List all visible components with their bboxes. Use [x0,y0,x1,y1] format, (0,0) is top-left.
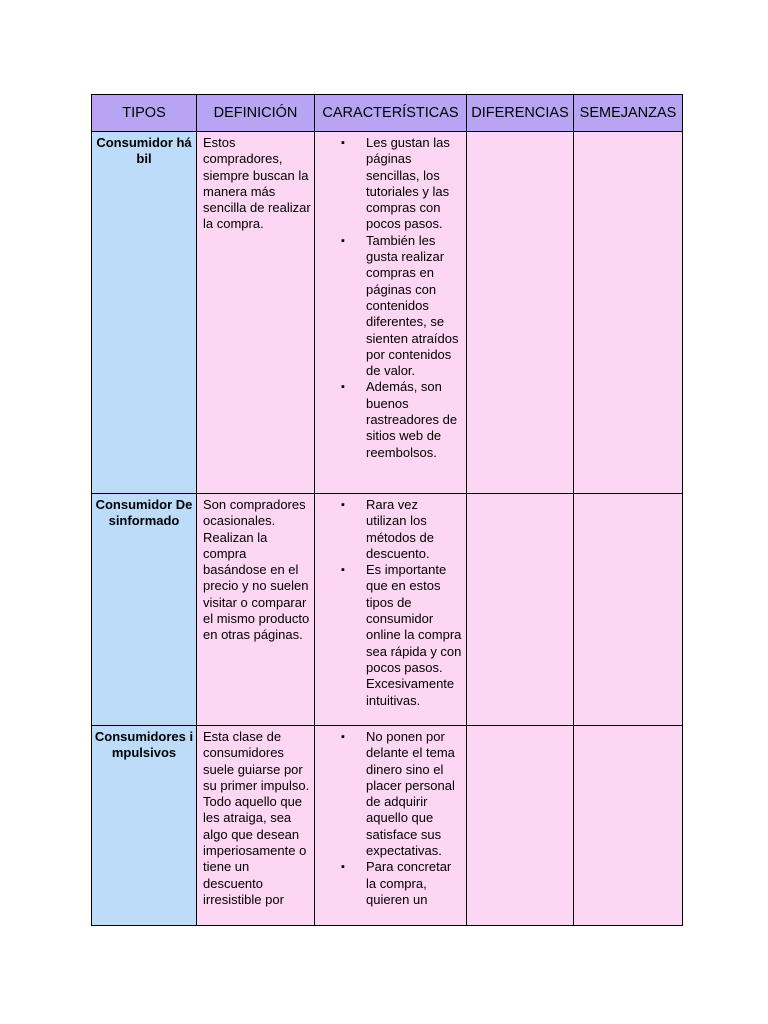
definition-cell: Estos compradores, siempre buscan la manera más sencilla de realizar la compra. [197,132,315,494]
differences-cell [467,494,574,726]
similarities-cell [574,494,683,726]
list-item: ▪ Les gustan las páginas sencillas, los tutoriales y las compras con pocos pasos. [315,135,462,233]
characteristics-cell [315,132,467,494]
list-item: ▪ Rara vez utilizan los métodos de descuento. [315,497,462,562]
characteristics-list [315,497,462,709]
type-cell: Consumidor hábil [92,132,197,494]
similarities-cell [574,132,683,494]
definition-text: Esta clase de consumidores suele guiarse por su primer impulso. Todo aquello que les atraiga, sea algo que desean imperiosamente o tiene un descuento irresistible por [203,729,310,907]
characteristics-list [315,135,462,461]
differences-cell [467,726,574,926]
characteristics-cell [315,726,467,926]
header-definicion: DEFINICIÓN [197,95,315,132]
list-item: ▪ También les gusta realizar compras en páginas con contenidos diferentes, se sienten atraídos por contenidos de valor. [315,233,462,380]
characteristics-cell [315,494,467,726]
similarities-cell [574,726,683,926]
list-item: ▪ No ponen por delante el tema dinero sino el placer personal de adquirir aquello que satisface sus expectativas. [315,729,462,859]
definition-cell [197,726,315,926]
table-row [92,726,683,926]
type-cell: Consumidor Desinformado [92,494,197,726]
table-row [92,494,683,726]
header-diferencias: DIFERENCIAS [467,95,574,132]
header-tipos: TIPOS [92,95,197,132]
table-row [92,132,683,494]
definition-cell: Son compradores ocasionales. Realizan la compra basándose en el precio y no suelen visitar o comparar el mismo producto en otras páginas. [197,494,315,726]
header-row [92,95,683,132]
header-caracteristicas: CARACTERÍSTICAS [315,95,467,132]
consumer-types-table [91,94,683,926]
list-item: ▪ Además, son buenos rastreadores de sitios web de reembolsos. [315,379,462,460]
characteristics-list [315,729,462,908]
list-item: ▪ Para concretar la compra, quieren un [315,859,462,908]
list-item: ▪ Es importante que en estos tipos de consumidor online la compra sea rápida y con pocos pasos. Excesivamente intuitivas. [315,562,462,709]
header-semejanzas: SEMEJANZAS [574,95,683,132]
differences-cell [467,132,574,494]
characteristics-clip [315,729,462,925]
type-cell: Consumidores impulsivos [92,726,197,926]
